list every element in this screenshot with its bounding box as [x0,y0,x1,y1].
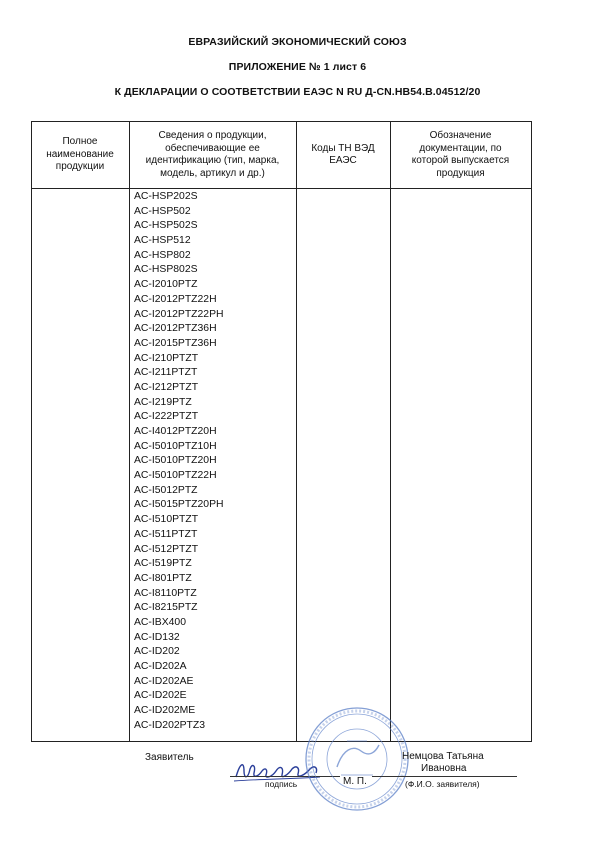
column-header-tnved-codes: Коды ТН ВЭД ЕАЭС [311,142,375,166]
applicant-label: Заявитель [145,752,194,763]
product-model-item: AC-I511PTZT [134,528,198,540]
table-right-border [531,121,532,742]
product-model-item: AC-I5015PTZ20PH [134,499,224,511]
product-model-item: AC-I8215PTZ [134,602,198,614]
table-header-divider [31,188,531,189]
column-divider-2 [296,121,297,742]
product-model-item: AC-I212PTZT [134,381,199,393]
name-caption: (Ф.И.О. заявителя) [405,779,480,789]
product-model-item: AC-I222PTZT [134,411,199,423]
product-model-item: AC-I219PTZ [134,396,192,408]
product-model-item: AC-I2012PTZ22H [134,293,217,305]
column-divider-3 [390,121,391,742]
product-model-item: AC-I8110PTZ [134,587,197,599]
product-model-item: AC-I2010PTZ [134,279,198,291]
company-seal [303,705,411,813]
product-model-item: AC-I801PTZ [134,572,192,584]
product-model-item: AC-I519PTZ [134,558,192,570]
product-model-item: AC-I510PTZT [134,514,199,526]
product-model-item: AC-I5010PTZ22H [134,470,217,482]
product-model-item: AC-ID202A [134,661,187,672]
product-model-item: AC-ID202E [134,690,187,702]
product-model-item: AC-ID132 [134,631,180,643]
product-model-item: AC-I512PTZT [134,543,199,555]
product-model-item: AC-HSP502S [134,220,198,232]
product-model-item: AC-I2012PTZ22PH [134,308,224,320]
product-model-item: AC-ID202ME [134,705,196,717]
product-model-item: AC-HSP802 [134,249,191,261]
product-model-item: AC-I2015PTZ36H [134,337,217,349]
product-model-item: AC-HSP802S [134,264,198,276]
applicant-name-line2: Ивановна [421,763,467,774]
name-line [372,776,517,777]
declaration-title: К ДЕКЛАРАЦИИ О СООТВЕТСТВИИ ЕАЭС N RU Д-CN.НВ54.В.04512/20 [114,86,481,98]
table-top-border [31,121,531,122]
product-model-list [134,190,224,733]
union-title: ЕВРАЗИЙСКИЙ ЭКОНОМИЧЕСКИЙ СОЮЗ [188,36,407,48]
product-model-item: AC-HSP202S [134,191,198,202]
column-header-product-info: Сведения о продукции, обеспечивающие ее идентификацию (тип, марка, модель, артикул и др.) [145,130,280,179]
column-header-product-name: Полное наименование продукции [46,136,114,173]
product-model-item: AC-I4012PTZ20H [134,426,217,437]
product-model-item: AC-I5012PTZ [134,484,198,496]
product-model-item: AC-ID202PTZ3 [134,719,206,731]
applicant-name-line1: Немцова Татьяна [402,751,484,762]
product-model-item: AC-HSP512 [134,235,191,247]
product-model-item: AC-I5010PTZ20H [134,455,217,467]
product-model-item: AC-HSP502 [134,205,191,217]
stamp-place-label: М. П. [343,776,367,787]
appendix-title: ПРИЛОЖЕНИЕ № 1 лист 6 [228,61,367,73]
product-model-item: AC-I211PTZT [134,367,198,379]
product-model-item: AC-ID202AE [134,675,194,687]
product-model-item: AC-I210PTZT [134,352,199,364]
signature-caption: подпись [265,779,298,789]
column-divider-1 [129,121,130,742]
table-left-border [31,121,32,742]
product-model-item: AC-ID202 [134,646,180,658]
table-bottom-border [31,741,531,742]
product-model-item: AC-I5010PTZ10H [134,440,217,452]
product-model-item: AC-I2012PTZ36H [134,323,217,335]
column-header-documentation: Обозначение документации, по которой выпускается продукция [411,130,510,179]
product-model-item: AC-IBX400 [134,616,186,628]
